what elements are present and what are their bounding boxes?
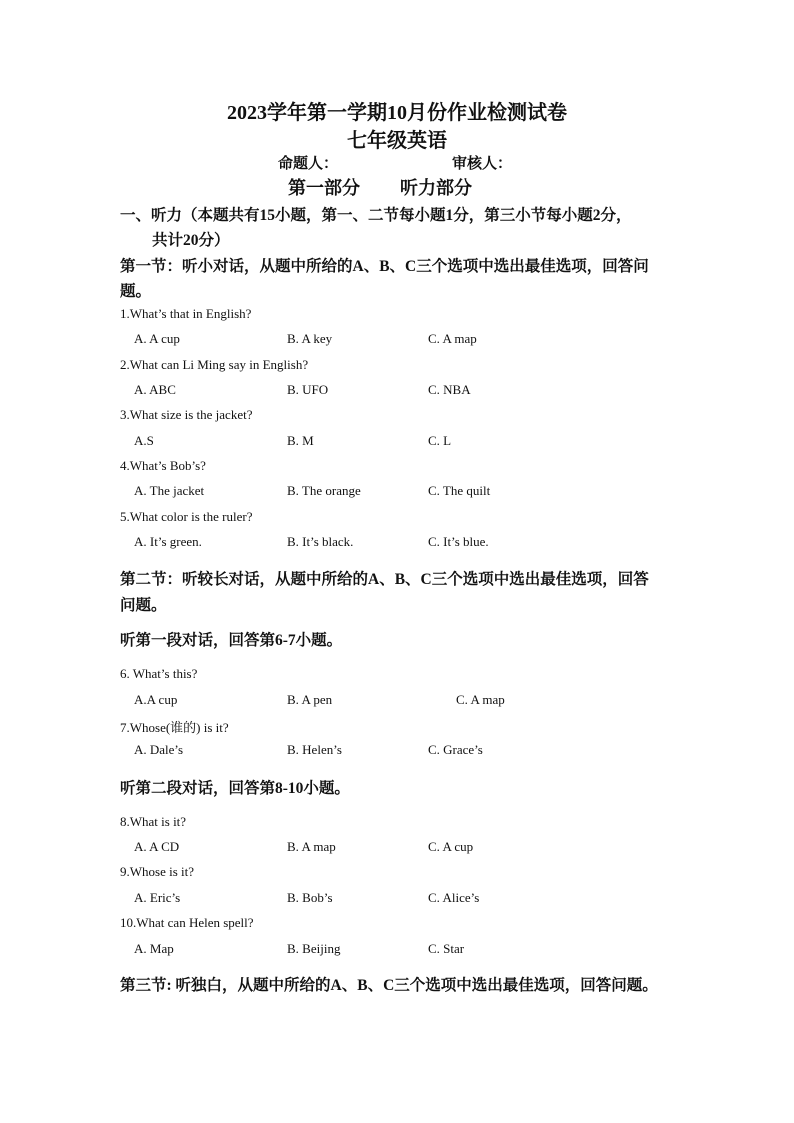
- option-b: B. A key: [287, 331, 333, 346]
- option-b: B. UFO: [287, 382, 329, 397]
- option-b: B. The orange: [287, 483, 361, 498]
- listening-heading-cont: 共计20分）: [152, 232, 230, 249]
- reviewer-label: 审核人：: [452, 156, 513, 172]
- exam-title: 2023学年第一学期10月份作业检测试卷: [227, 102, 567, 124]
- option-b: B. Beijing: [287, 941, 341, 956]
- option-c: C. NBA: [428, 382, 471, 397]
- option-a: A.A cup: [134, 692, 178, 707]
- option-c: C. L: [428, 433, 452, 448]
- question-2: 2.What can Li Ming say in English?: [120, 357, 309, 372]
- option-c: C. A map: [428, 331, 477, 346]
- option-b: B. Bob’s: [287, 890, 333, 905]
- question-4: 4.What’s Bob’s?: [120, 458, 206, 473]
- section1-instruction: 第一节：听小对话，从题中所给的A、B、C三个选项中选出最佳选项，回答问: [120, 258, 649, 275]
- option-a: A. The jacket: [134, 483, 205, 498]
- option-a: A.S: [134, 433, 154, 448]
- option-b: B. A map: [287, 839, 336, 854]
- option-a: A. Map: [134, 941, 174, 956]
- option-b: B. It’s black.: [287, 534, 354, 549]
- option-b: B. Helen’s: [287, 742, 342, 757]
- option-a: A. Dale’s: [134, 742, 184, 757]
- option-c: C. Alice’s: [428, 890, 480, 905]
- option-a: A. A cup: [134, 331, 180, 346]
- option-c: C. The quilt: [428, 483, 491, 498]
- option-c: C. Star: [428, 941, 465, 956]
- question-9: 9.Whose is it?: [120, 864, 195, 879]
- section2-instruction-cont: 问题。: [120, 597, 167, 614]
- option-b: B. A pen: [287, 692, 333, 707]
- listening-heading: 一、听力（本题共有15小题，第一、二节每小题1分，第三小节每小题2分，: [120, 207, 632, 224]
- option-a: A. It’s green.: [134, 534, 202, 549]
- option-b: B. M: [287, 433, 314, 448]
- option-c: C. A map: [456, 692, 505, 707]
- section3-instruction: 第三节: 听独白，从题中所给的A、B、C三个选项中选出最佳选项，回答问题。: [120, 977, 658, 994]
- question-8: 8.What is it?: [120, 814, 187, 829]
- question-1: 1.What’s that in English?: [120, 306, 252, 321]
- section2-instruction: 第二节：听较长对话，从题中所给的A、B、C三个选项中选出最佳选项，回答: [120, 571, 649, 588]
- section1-instruction-cont: 题。: [120, 283, 152, 300]
- question-6: 6. What’s this?: [120, 666, 198, 681]
- part-title-a: 第一部分: [288, 178, 360, 198]
- part-title-b: 听力部分: [400, 178, 472, 198]
- question-3: 3.What size is the jacket?: [120, 407, 253, 422]
- dialog2-intro: 听第二段对话，回答第8-10小题。: [120, 780, 350, 797]
- question-7: 7.Whose(谁的) is it?: [120, 720, 229, 735]
- option-a: A. A CD: [134, 839, 180, 854]
- option-a: A. ABC: [134, 382, 176, 397]
- question-5: 5.What color is the ruler?: [120, 509, 253, 524]
- option-c: C. It’s blue.: [428, 534, 489, 549]
- question-10: 10.What can Helen spell?: [120, 915, 254, 930]
- option-a: A. Eric’s: [134, 890, 181, 905]
- author-label: 命题人：: [278, 156, 339, 172]
- exam-subtitle: 七年级英语: [347, 130, 447, 152]
- dialog1-intro: 听第一段对话，回答第6-7小题。: [120, 632, 343, 649]
- option-c: C. Grace’s: [428, 742, 483, 757]
- option-c: C. A cup: [428, 839, 474, 854]
